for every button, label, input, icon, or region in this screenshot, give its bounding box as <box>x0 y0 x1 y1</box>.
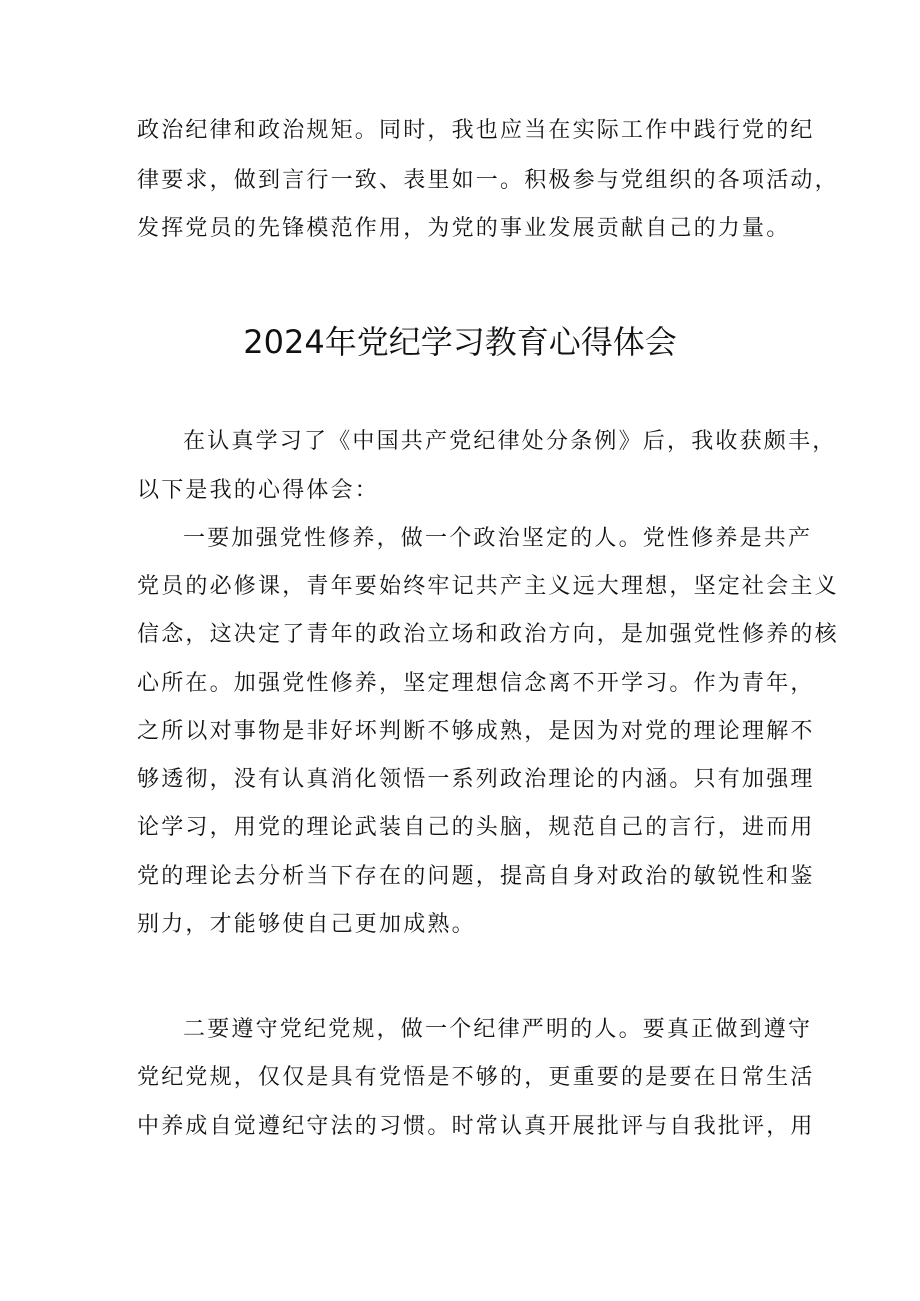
paragraph-1-line-1: 在认真学习了《中国共产党纪律处分条例》后，我收获颇丰， <box>183 429 837 454</box>
paragraph-3-line-2: 党纪党规，仅仅是具有党悟是不够的，更重要的是要在日常生活 <box>137 1065 815 1090</box>
paragraph-2-line-4: 心所在。加强党性修养，坚定理想信念离不开学习。作为青年， <box>137 671 815 696</box>
intro-line-3: 发挥党员的先锋模范作用，为党的事业发展贡献自己的力量。 <box>137 216 791 241</box>
intro-line-1: 政治纪律和政治规矩。同时，我也应当在实际工作中践行党的纪 <box>137 118 815 143</box>
paragraph-2-line-1: 一要加强党性修养，做一个政治坚定的人。党性修养是共产 <box>183 526 813 551</box>
document-title: 2024年党纪学习教育心得体会 <box>243 323 677 361</box>
paragraph-3-line-1: 二要遵守党纪党规，做一个纪律严明的人。要真正做到遵守 <box>183 1017 813 1042</box>
paragraph-2-line-6: 够透彻，没有认真消化领悟一系列政治理论的内涵。只有加强理 <box>137 767 815 792</box>
paragraph-2-line-9: 别力，才能够使自己更加成熟。 <box>137 912 476 937</box>
paragraph-2-line-3: 信念，这决定了青年的政治立场和政治方向，是加强党性修养的核 <box>137 622 839 647</box>
paragraph-3-line-3: 中养成自觉遵纪守法的习惯。时常认真开展批评与自我批评，用 <box>137 1114 815 1139</box>
paragraph-2-line-8: 党的理论去分析当下存在的问题，提高自身对政治的敏锐性和鉴 <box>137 864 815 889</box>
paragraph-1-line-2: 以下是我的心得体会： <box>137 478 380 503</box>
paragraph-2-line-5: 之所以对事物是非好坏判断不够成熟，是因为对党的理论理解不 <box>137 719 815 744</box>
intro-line-2: 律要求，做到言行一致、表里如一。积极参与党组织的各项活动， <box>137 168 839 193</box>
paragraph-2-line-7: 论学习，用党的理论武装自己的头脑，规范自己的言行，进而用 <box>137 815 815 840</box>
paragraph-2-line-2: 党员的必修课，青年要始终牢记共产主义远大理想，坚定社会主义 <box>137 574 839 599</box>
